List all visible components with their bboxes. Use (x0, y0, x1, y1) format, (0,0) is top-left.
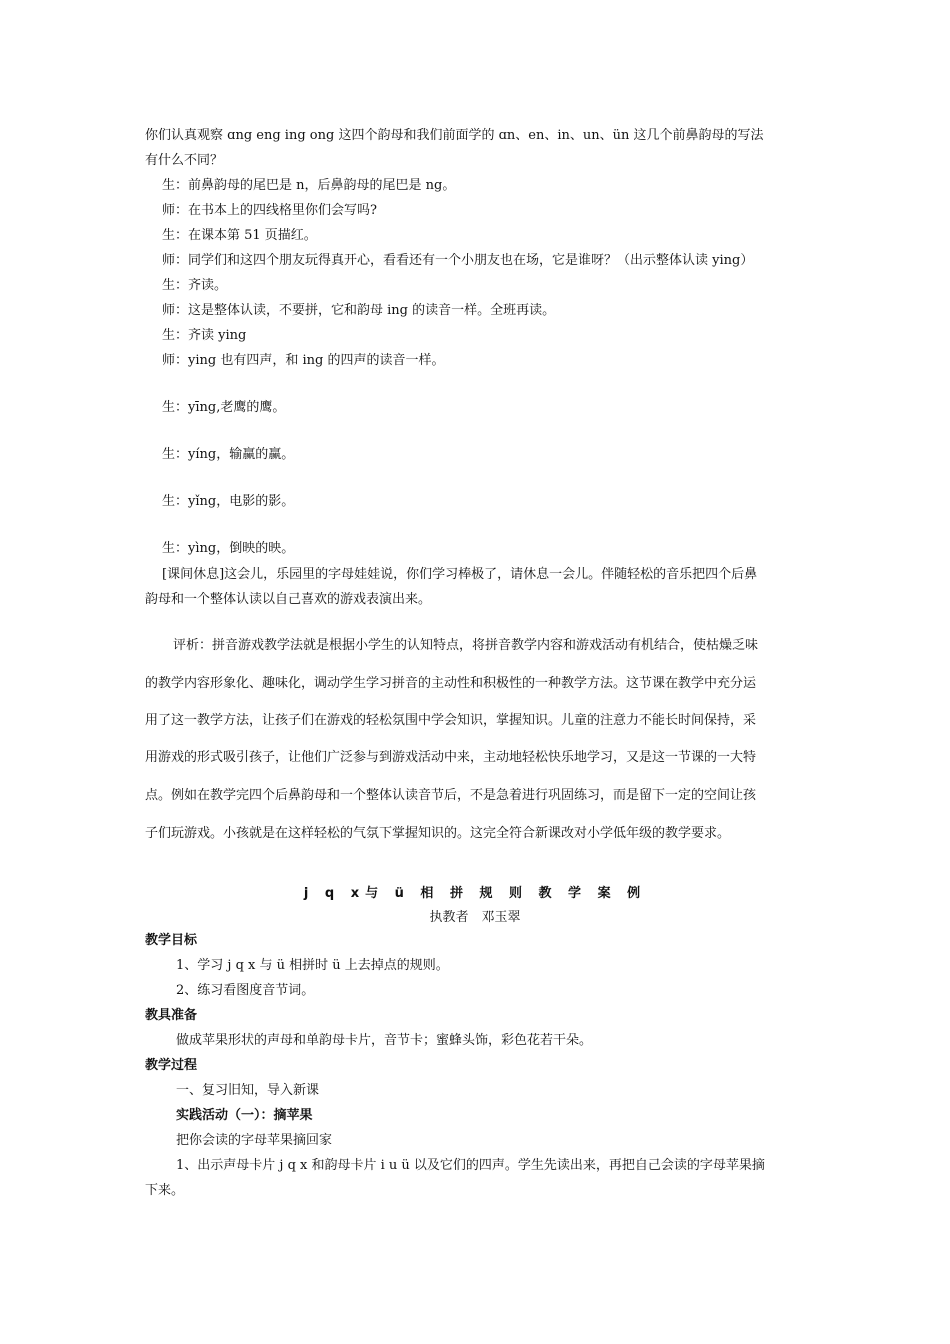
lesson-title: j q x与 ü 相 拼 规 则 教 学 案 例 (303, 886, 647, 901)
tools-text: 做成苹果形状的声母和单韵母卡片，音节卡；蜜蜂头饰，彩色花若干朵。 (176, 1033, 593, 1048)
dialogue-line: 师：同学们和这四个朋友玩得真开心，看看还有一个小朋友也在场，它是谁呀？（出示整体认读 ying） (162, 253, 754, 268)
activity-step-line-1: 1、出示声母卡片 j q x 和韵母卡片 i u ü 以及它们的四声。学生先读出来，再把自己会读的字母苹果摘 (176, 1158, 765, 1173)
break-line-2: 韵母和一个整体认读以自己喜欢的游戏表演出来。 (145, 592, 432, 607)
activity-heading: 实践活动（一）：摘苹果 (176, 1108, 313, 1123)
goal-item: 2、练习看图度音节词。 (176, 983, 315, 998)
dialogue-line: 师：在书本上的四线格里你们会写吗? (162, 203, 377, 218)
tone-line: 生：yīng,老鹰的鹰。 (162, 400, 286, 415)
dialogue-line: 生：齐读 ying (162, 328, 247, 343)
tone-line: 生：yǐng，电影的影。 (162, 494, 295, 509)
review-line: 的教学内容形象化、趣味化，调动学生学习拼音的主动性和积极性的一种教学方法。这节课在教学中充分运 (145, 676, 757, 691)
activity-step-line-2: 下来。 (145, 1183, 185, 1198)
review-line: 子们玩游戏。小孩就是在这样轻松的气氛下掌握知识的。这完全符合新课改对小学低年级的教学要求。 (145, 826, 731, 841)
review-line: 用游戏的形式吸引孩子，让他们广泛参与到游戏活动中来，主动地轻松快乐地学习，又是这一节课的一大特 (145, 750, 757, 765)
dialogue-line: 生：齐读。 (162, 278, 228, 293)
intro-line-2: 有什么不同？ (145, 153, 224, 168)
tools-heading: 教具准备 (145, 1008, 198, 1023)
process-heading: 教学过程 (145, 1058, 198, 1073)
activity-intro: 把你会读的字母苹果摘回家 (176, 1133, 333, 1148)
lesson-author: 执教者 邓玉翠 (429, 910, 521, 925)
dialogue-line: 师：ying 也有四声，和 ing 的四声的读音一样。 (162, 353, 445, 368)
dialogue-line: 生：在课本第 51 页描红。 (162, 228, 317, 243)
review-line: 点。例如在教学完四个后鼻韵母和一个整体认读音节后，不是急着进行巩固练习，而是留下一定的空间让孩 (145, 788, 757, 803)
process-step: 一、复习旧知，导入新课 (176, 1083, 320, 1098)
dialogue-line: 生：前鼻韵母的尾巴是 n，后鼻韵母的尾巴是 ng。 (162, 178, 456, 193)
goals-heading: 教学目标 (145, 933, 198, 948)
tone-line: 生：yíng，输赢的赢。 (162, 447, 295, 462)
tone-line: 生：yìng，倒映的映。 (162, 541, 295, 556)
goal-item: 1、学习 j q x 与 ü 相拼时 ü 上去掉点的规则。 (176, 958, 449, 973)
review-line: 评析：拼音游戏教学法就是根据小学生的认知特点，将拼音教学内容和游戏活动有机结合，使枯燥乏味 (173, 638, 759, 653)
review-line: 用了这一教学方法，让孩子们在游戏的轻松氛围中学会知识，掌握知识。儿童的注意力不能长时间保持，采 (145, 713, 757, 728)
dialogue-line: 师：这是整体认读，不要拼，它和韵母 ing 的读音一样。全班再读。 (162, 303, 556, 318)
break-line-1: [课间休息]这会儿，乐园里的字母娃娃说，你们学习棒极了，请休息一会儿。伴随轻松的音乐把四个后鼻 (162, 567, 758, 582)
intro-line-1: 你们认真观察 ɑng eng ing ong 这四个韵母和我们前面学的 ɑn、en、in、un、ün 这几个前鼻韵母的写法 (145, 128, 764, 143)
